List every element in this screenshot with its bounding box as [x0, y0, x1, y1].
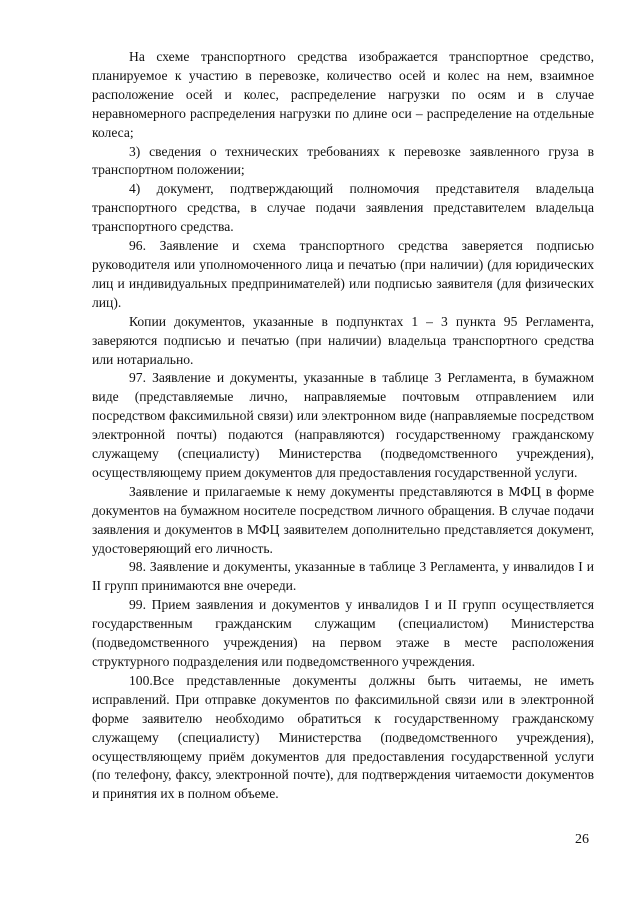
- paragraph-98: 98. Заявление и документы, указанные в таблице 3 Регламента, у инвалидов I и II групп принимаются вне очереди.: [92, 559, 594, 594]
- paragraph-mfc: Заявление и прилагаемые к нему документы представляются в МФЦ в форме документов на бумажном носителе посредством личного обращения. В случае подачи заявления и документов в МФЦ заявителем дополнительно представляется документ, удостоверяющий его личность.: [92, 483, 594, 556]
- paragraph-99: 99. Прием заявления и документов у инвалидов I и II групп осуществляется государственным гражданским служащим (специалистом) Министерства (подведомственного учреждения) на первом этаже в месте расположения структурного подразделения или подведомственного учреждения.: [92, 597, 594, 669]
- paragraph-copies: Копии документов, указанные в подпунктах 1 – 3 пункта 95 Регламента, заверяются подписью и печатью (при наличии) владельца транспортного средства или нотариально.: [92, 313, 594, 367]
- document-body: [92, 48, 594, 804]
- paragraph-97: 97. Заявление и документы, указанные в таблице 3 Регламента, в бумажном виде (представляемые лично, направляемые почтовым отправлением или посредством факсимильной связи) или электронном виде (направляемые посредством электронной почты) подаются (направляются) государственному гражданскому служащему (специалисту) Министерства (подведомственного учреждения), осуществляющему прием документов для предоставления государственной услуги.: [92, 370, 594, 480]
- page-number: 26: [575, 832, 589, 847]
- paragraph-item-4: 4) документ, подтверждающий полномочия представителя владельца транспортного средства, в случае подачи заявления представителем владельца транспортного средства.: [92, 181, 594, 235]
- paragraph-96: 96. Заявление и схема транспортного средства заверяется подписью руководителя или уполномоченного лица и печатью (при наличии) (для юридических лиц и индивидуальных предпринимателей) или подписью заявителя (для физических лиц).: [92, 238, 594, 310]
- paragraph-item-3: 3) сведения о технических требованиях к перевозке заявленного груза в транспортном положении;: [92, 143, 594, 178]
- paragraph-vehicle-scheme: На схеме транспортного средства изображается транспортное средство, планируемое к участию в перевозке, количество осей и колес на нем, взаимное расположение осей и колес, распределение нагрузки по осям и в случае неравномерного распределения нагрузки по длине оси – распределение на отдельные колеса;: [92, 49, 594, 140]
- paragraph-100: 100.Все представленные документы должны быть читаемы, не иметь исправлений. При отправке документов по факсимильной связи или в электронной форме заявителю необходимо обратиться к государственному гражданскому служащему (специалисту) Министерства (подведомственного учреждения), осуществляющему приём документов для предоставления государственной услуги (по телефону, факсу, электронной почте), для подтверждения читаемости документов и принятия их в полном объеме.: [92, 672, 594, 802]
